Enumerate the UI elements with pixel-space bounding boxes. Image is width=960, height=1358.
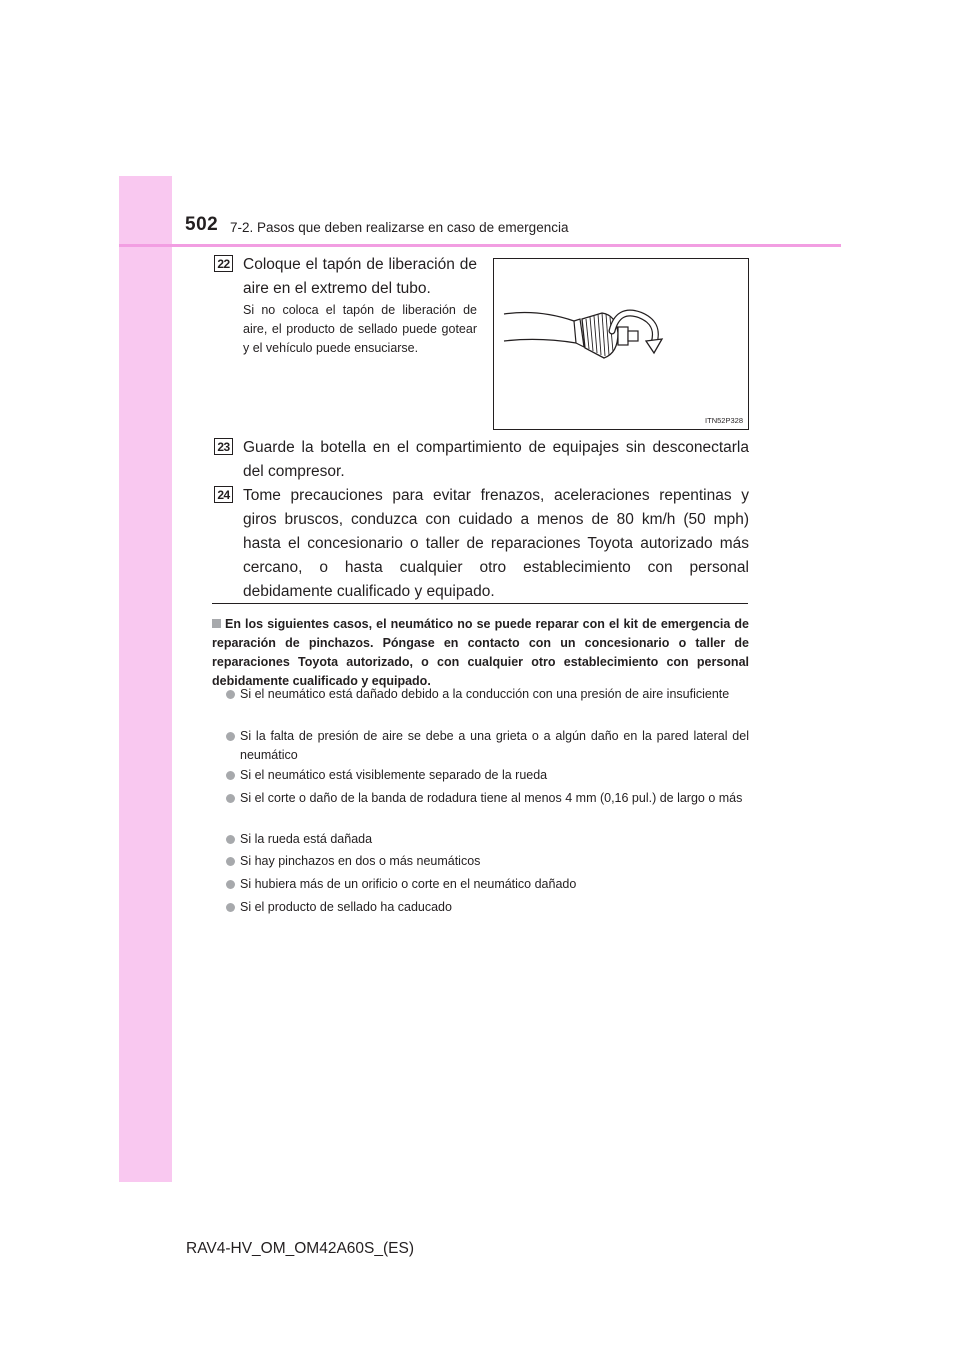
figure-hose-cap (493, 258, 749, 430)
note-heading-text: En los siguientes casos, el neumático no se puede reparar con el kit de emergencia de reparación de pinchazos. Póngase en contacto con un concesionario o taller de reparaciones Toyota autorizado, o con cualquier otro establecimiento con personal debidamente cualificado y equipado. (212, 617, 749, 688)
step-24-text: Tome precauciones para evitar frenazos, aceleraciones repentinas y giros bruscos, conduzca con cuidado a menos de 80 km/h (50 mph) hasta el concesionario o taller de reparaciones Toyota autorizado más cercano, o hasta cualquier otro establecimiento con personal debidamente cualificado y equipado. (243, 487, 749, 600)
note-heading (212, 615, 749, 691)
step-22-text: Coloque el tapón de liberación de aire en el extremo del tubo. (243, 256, 477, 297)
bullet-dot-icon (226, 857, 235, 866)
bullet-dot-icon (226, 794, 235, 803)
step-22-note: Si no coloca el tapón de liberación de aire, el producto de sellado puede gotear y el vehículo puede ensuciarse. (243, 303, 477, 355)
list-item: Si el corte o daño de la banda de rodadura tiene al menos 4 mm (0,16 pul.) de largo o más (226, 789, 749, 808)
figure-code: ITN52P328 (705, 416, 743, 425)
bullet-dot-icon (226, 771, 235, 780)
step-23-text: Guarde la botella en el compartimiento de equipajes sin desconectarla del compresor. (243, 439, 749, 480)
step-badge-24: 24 (214, 486, 233, 503)
list-item: Si el neumático está visiblemente separado de la rueda (226, 766, 749, 785)
step-badge-23: 23 (214, 438, 233, 455)
bullet-dot-icon (226, 835, 235, 844)
page-number: 502 (185, 214, 219, 235)
section-title: 7-2. Pasos que deben realizarse en caso de emergencia (230, 220, 569, 235)
section-divider (212, 603, 748, 604)
side-tab-band (119, 176, 172, 1182)
list-item: Si la falta de presión de aire se debe a una grieta o a algún daño en la pared lateral del neumático (226, 727, 749, 765)
hose-cap-illustration-icon (494, 259, 748, 429)
bullet-dot-icon (226, 732, 235, 741)
step-badge-22: 22 (214, 255, 233, 272)
bullet-dot-icon (226, 690, 235, 699)
square-bullet-icon (212, 619, 221, 628)
header-rule (119, 244, 841, 247)
bullet-dot-icon (226, 880, 235, 889)
list-item: Si hay pinchazos en dos o más neumáticos (226, 852, 749, 871)
list-item: Si la rueda está dañada (226, 830, 749, 849)
list-item: Si el neumático está dañado debido a la conducción con una presión de aire insuficiente (226, 685, 749, 704)
footer-doc-code: RAV4-HV_OM_OM42A60S_(ES) (186, 1240, 414, 1257)
list-item: Si el producto de sellado ha caducado (226, 898, 749, 917)
list-item: Si hubiera más de un orificio o corte en el neumático dañado (226, 875, 749, 894)
bullet-dot-icon (226, 903, 235, 912)
